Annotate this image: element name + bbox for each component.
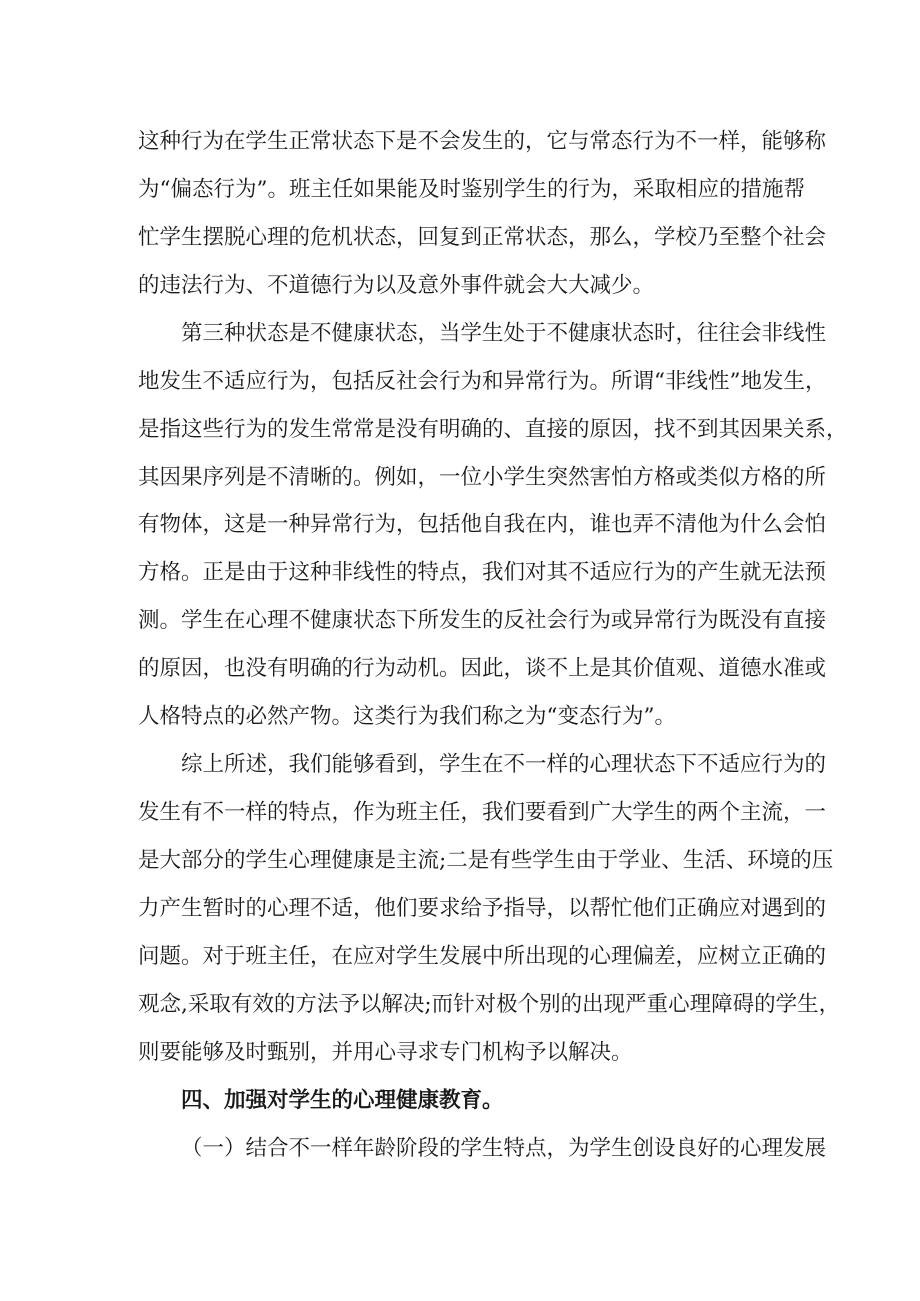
text-line: 为“偏态行为”。班主任如果能及时鉴别学生的行为，采取相应的措施帮 (138, 177, 805, 202)
text-line: 的违法行为、不道德行为以及意外事件就会大大减少。 (138, 273, 655, 298)
section-heading: 四、加强对学生的心理健康教育。 (181, 1088, 504, 1113)
text-line: 测。学生在心理不健康状态下所发生的反社会行为或异常行为既没有直接 (138, 608, 827, 633)
text-line: 地发生不适应行为，包括反社会行为和异常行为。所谓“非线性”地发生， (138, 369, 827, 394)
text-line: 发生有不一样的特点，作为班主任，我们要看到广大学生的两个主流，一 (138, 800, 827, 825)
text-line: 这种行为在学生正常状态下是不会发生的，它与常态行为不一样，能够称 (138, 129, 827, 154)
text-line: 观念,采取有效的方法予以解决;而针对极个别的出现严重心理障碍的学生， (138, 992, 841, 1017)
subsection-heading-line: （一）结合不一样年龄阶段的学生特点，为学生创设良好的心理发展 (181, 1136, 827, 1161)
text-line: 力产生暂时的心理不适，他们要求给予指导，以帮忙他们正确应对遇到的 (138, 896, 827, 921)
text-line: 则要能够及时甄别，并用心寻求专门机构予以解决。 (138, 1040, 633, 1065)
text-line: 忙学生摆脱心理的危机状态，回复到正常状态，那么，学校乃至整个社会 (138, 225, 827, 250)
text-line: 的原因，也没有明确的行为动机。因此，谈不上是其价值观、道德水准或 (138, 656, 827, 681)
text-line: 问题。对于班主任，在应对学生发展中所出现的心理偏差，应树立正确的 (138, 944, 827, 969)
text-line: 有物体，这是一种异常行为，包括他自我在内，谁也弄不清他为什么会怕 (138, 512, 827, 537)
text-line: 方格。正是由于这种非线性的特点，我们对其不适应行为的产生就无法预 (138, 560, 827, 585)
paragraph-first-line: 综上所述，我们能够看到，学生在不一样的心理状态下不适应行为的 (181, 752, 827, 777)
text-line: 其因果序列是不清晰的。例如，一位小学生突然害怕方格或类似方格的所 (138, 465, 827, 490)
text-line: 是大部分的学生心理健康是主流;二是有些学生由于学业、生活、环境的压 (138, 848, 834, 873)
paragraph-first-line: 第三种状态是不健康状态，当学生处于不健康状态时，往往会非线性 (181, 321, 827, 346)
text-line: 是指这些行为的发生常常是没有明确的、直接的原因，找不到其因果关系， (138, 417, 848, 442)
text-line: 人格特点的必然产物。这类行为我们称之为“变态行为”。 (138, 704, 676, 729)
